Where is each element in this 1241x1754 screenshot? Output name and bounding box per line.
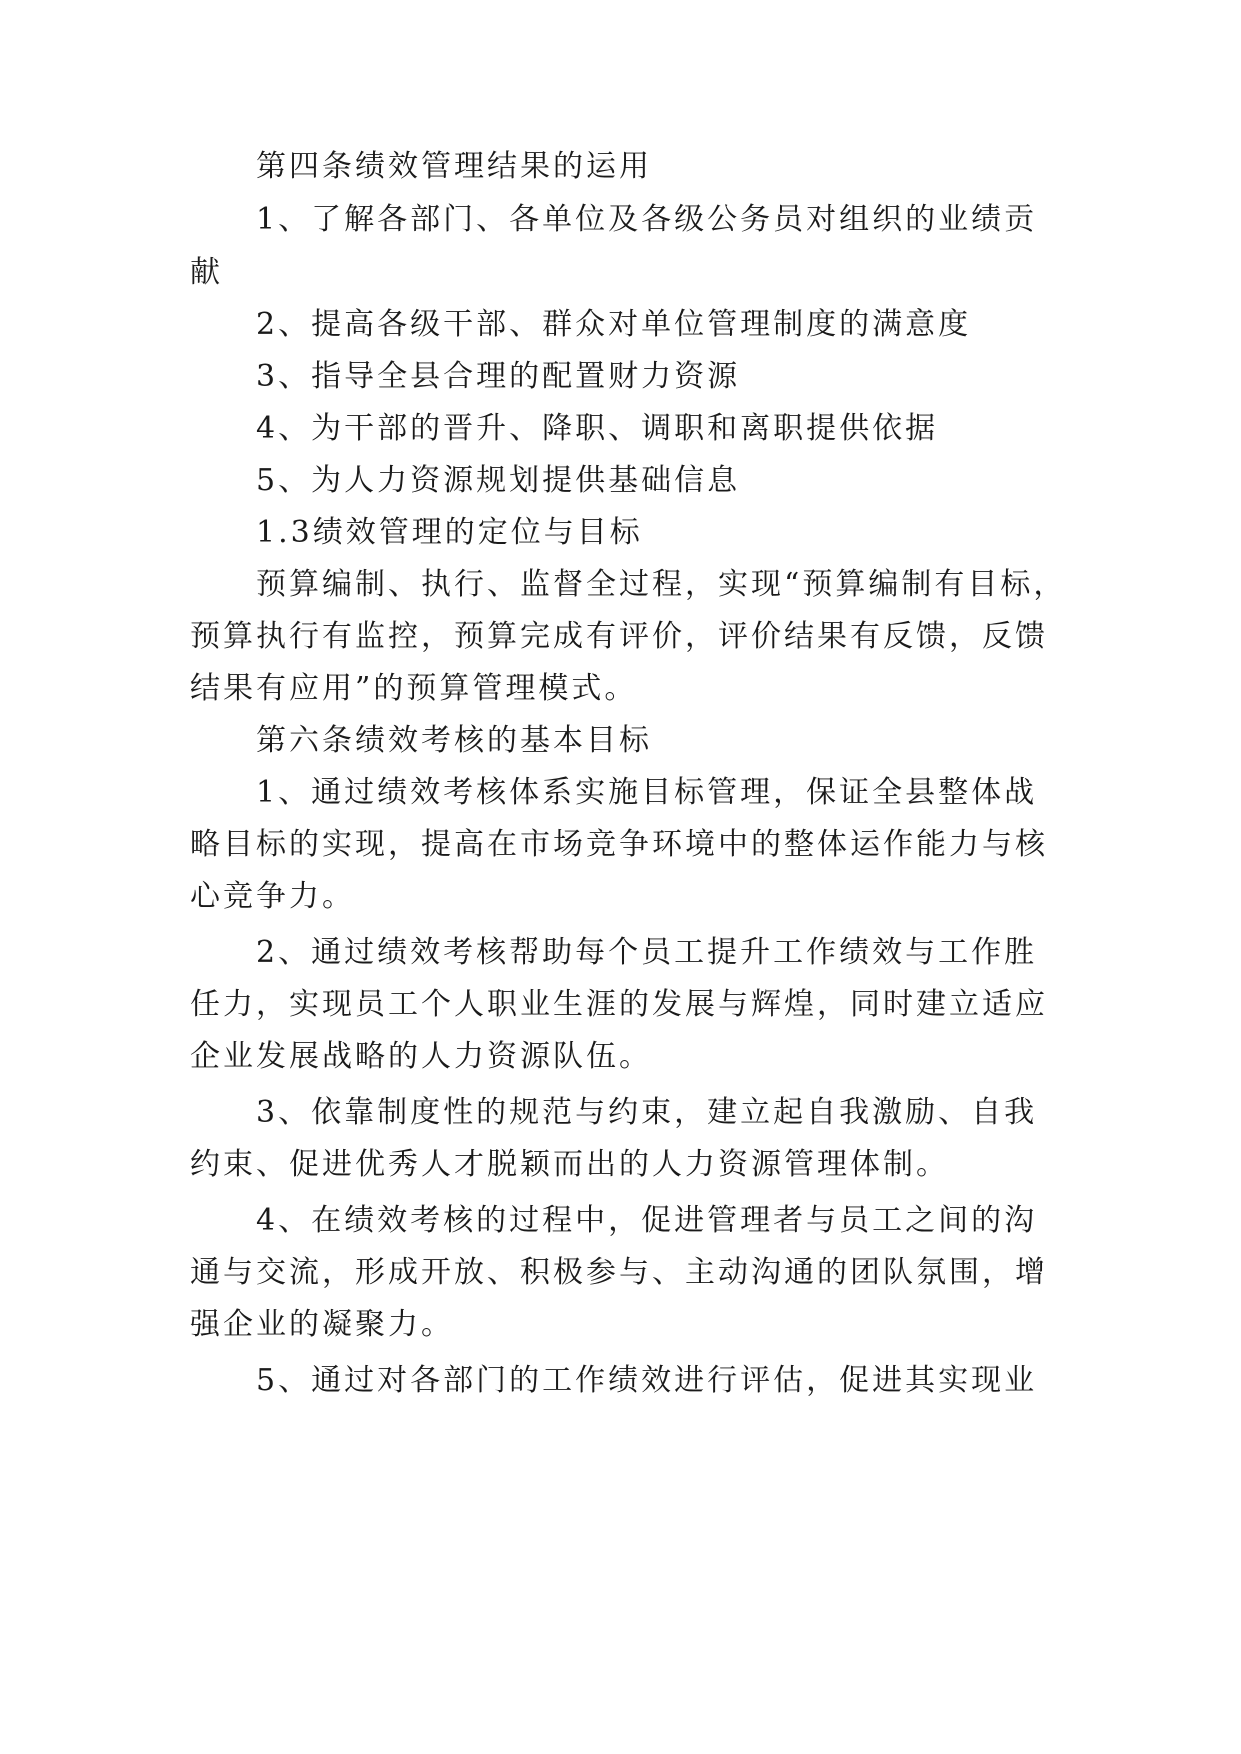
paragraph-line: 4、在绩效考核的过程中，促进管理者与员工之间的沟	[256, 1203, 1038, 1238]
paragraph-line: 3、依靠制度性的规范与约束，建立起自我激励、自我	[256, 1095, 1038, 1130]
paragraph-line: 献	[190, 255, 223, 290]
paragraph-line: 心竞争力。	[190, 879, 355, 914]
paragraph-line: 结果有应用”的预算管理模式。	[190, 671, 638, 706]
paragraph-line: 5、通过对各部门的工作绩效进行评估，促进其实现业	[256, 1363, 1038, 1398]
paragraph-line: 3、指导全县合理的配置财力资源	[256, 359, 741, 394]
paragraph-line: 5、为人力资源规划提供基础信息	[256, 463, 741, 498]
paragraph-line: 1、了解各部门、各单位及各级公务员对组织的业绩贡	[256, 202, 1038, 237]
paragraph-line: 2、提高各级干部、群众对单位管理制度的满意度	[256, 307, 972, 342]
paragraph-line: 预算编制、执行、监督全过程，实现“预算编制有目标，	[256, 567, 1067, 602]
paragraph-line: 略目标的实现，提高在市场竞争环境中的整体运作能力与核	[190, 827, 1048, 862]
paragraph-line: 4、为干部的晋升、降职、调职和离职提供依据	[256, 411, 939, 446]
section-heading: 第六条绩效考核的基本目标	[256, 723, 652, 758]
paragraph-line: 预算执行有监控，预算完成有评价，评价结果有反馈，反馈	[190, 619, 1048, 654]
section-heading: 1.3绩效管理的定位与目标	[256, 515, 643, 550]
paragraph-line: 约束、促进优秀人才脱颖而出的人力资源管理体制。	[190, 1147, 949, 1182]
paragraph-line: 强企业的凝聚力。	[190, 1307, 454, 1342]
paragraph-line: 企业发展战略的人力资源队伍。	[190, 1039, 652, 1074]
paragraph-line: 通与交流，形成开放、积极参与、主动沟通的团队氛围，增	[190, 1255, 1048, 1290]
paragraph-line: 2、通过绩效考核帮助每个员工提升工作绩效与工作胜	[256, 935, 1038, 970]
paragraph-line: 任力，实现员工个人职业生涯的发展与辉煌，同时建立适应	[190, 987, 1048, 1022]
section-heading: 第四条绩效管理结果的运用	[256, 149, 652, 184]
paragraph-line: 1、通过绩效考核体系实施目标管理，保证全县整体战	[256, 775, 1038, 810]
